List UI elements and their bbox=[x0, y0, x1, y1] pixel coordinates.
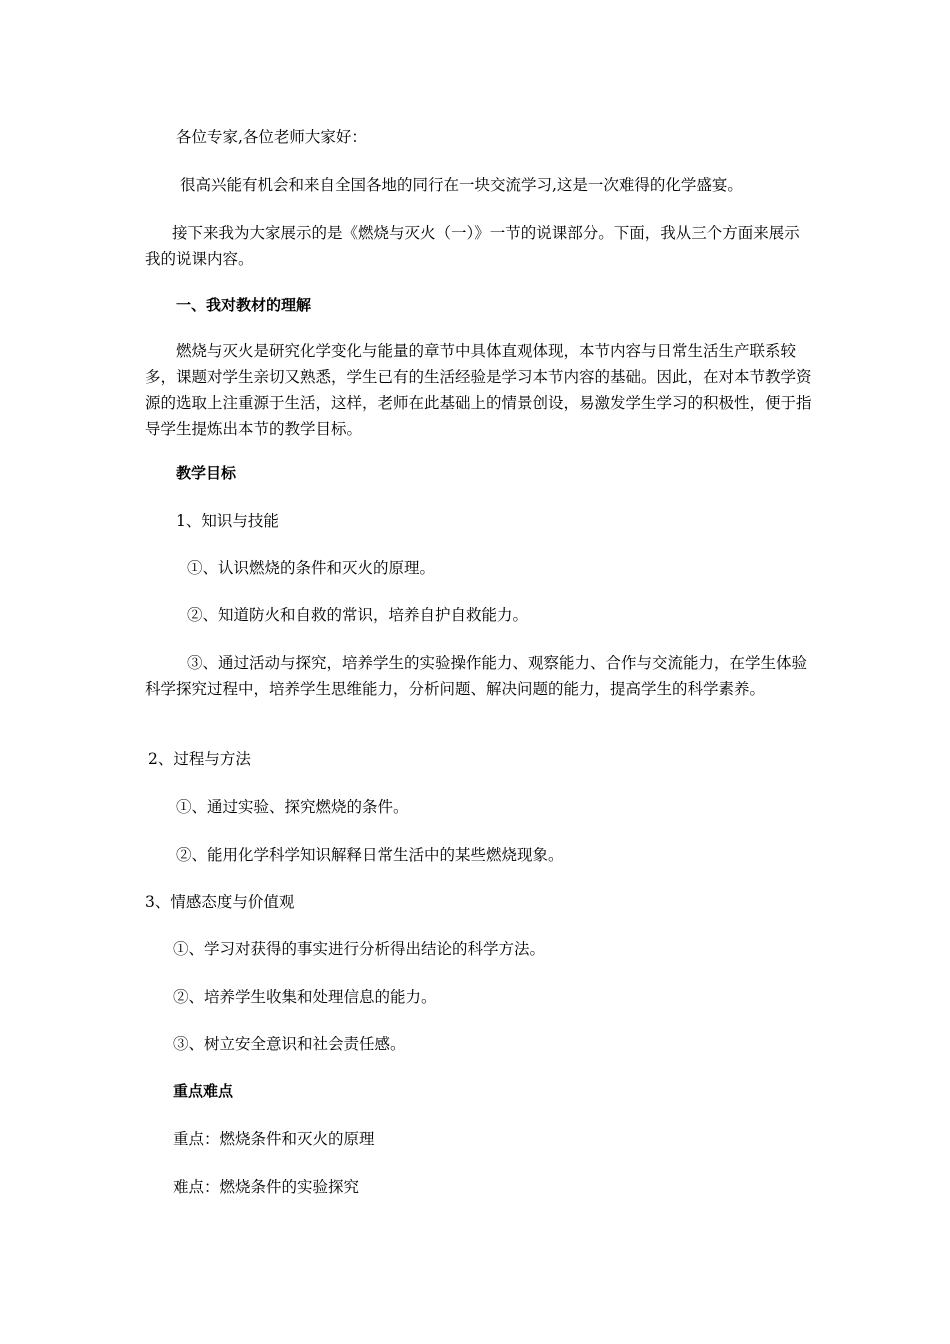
section-heading-keypoints: 重点难点 bbox=[173, 1082, 234, 1100]
goal-1-item: ②、知道防火和自救的常识，培养自护自救能力。 bbox=[187, 606, 529, 624]
goal-2-item: ②、能用化学科学知识解释日常生活中的某些燃烧现象。 bbox=[176, 846, 564, 864]
intro-paragraph-2: 接下来我为大家展示的是《燃烧与灭火（一）》一节的说课部分。下面，我从三个方面来展示我的说课内容。 bbox=[145, 224, 800, 268]
goal-3-item: ②、培养学生收集和处理信息的能力。 bbox=[173, 988, 437, 1006]
goal-2-title: 2、过程与方法 bbox=[148, 750, 251, 768]
goal-3-item: ③、树立安全意识和社会责任感。 bbox=[173, 1035, 406, 1053]
goal-1-item: ③、通过活动与探究，培养学生的实验操作能力、观察能力、合作与交流能力，在学生体验科学探究过程中，培养学生思维能力，分析问题、解决问题的能力，提高学生的科学素养。 bbox=[145, 654, 808, 698]
section-heading-goals: 教学目标 bbox=[176, 464, 237, 482]
goal-3-item: ①、学习对获得的事实进行分析得出结论的科学方法。 bbox=[173, 940, 546, 958]
goal-1-title: 1、知识与技能 bbox=[176, 512, 279, 530]
section-textbook-body: 燃烧与灭火是研究化学变化与能量的章节中具体直观体现，本节内容与日常生活生产联系较多，课题对学生亲切又熟悉，学生已有的生活经验是学习本节内容的基础。因此，在对本节教学资源的选取上注重源于生活，这样，老师在此基础上的情景创设，易激发学生学习的积极性，便于指导学生提炼出本节的教学目标。 bbox=[145, 342, 812, 438]
section-heading-textbook: 一、我对教材的理解 bbox=[176, 296, 312, 314]
goal-3-title: 3、情感态度与价值观 bbox=[145, 893, 295, 911]
goal-1-item: ①、认识燃烧的条件和灭火的原理。 bbox=[187, 559, 436, 577]
difficulty-point: 难点：燃烧条件的实验探究 bbox=[173, 1178, 360, 1196]
greeting: 各位专家,各位老师大家好： bbox=[176, 128, 367, 146]
goal-2-item: ①、通过实验、探究燃烧的条件。 bbox=[176, 798, 409, 816]
intro-paragraph-1: 很高兴能有机会和来自全国各地的同行在一块交流学习,这是一次难得的化学盛宴。 bbox=[180, 176, 743, 194]
key-point: 重点：燃烧条件和灭火的原理 bbox=[173, 1130, 375, 1148]
